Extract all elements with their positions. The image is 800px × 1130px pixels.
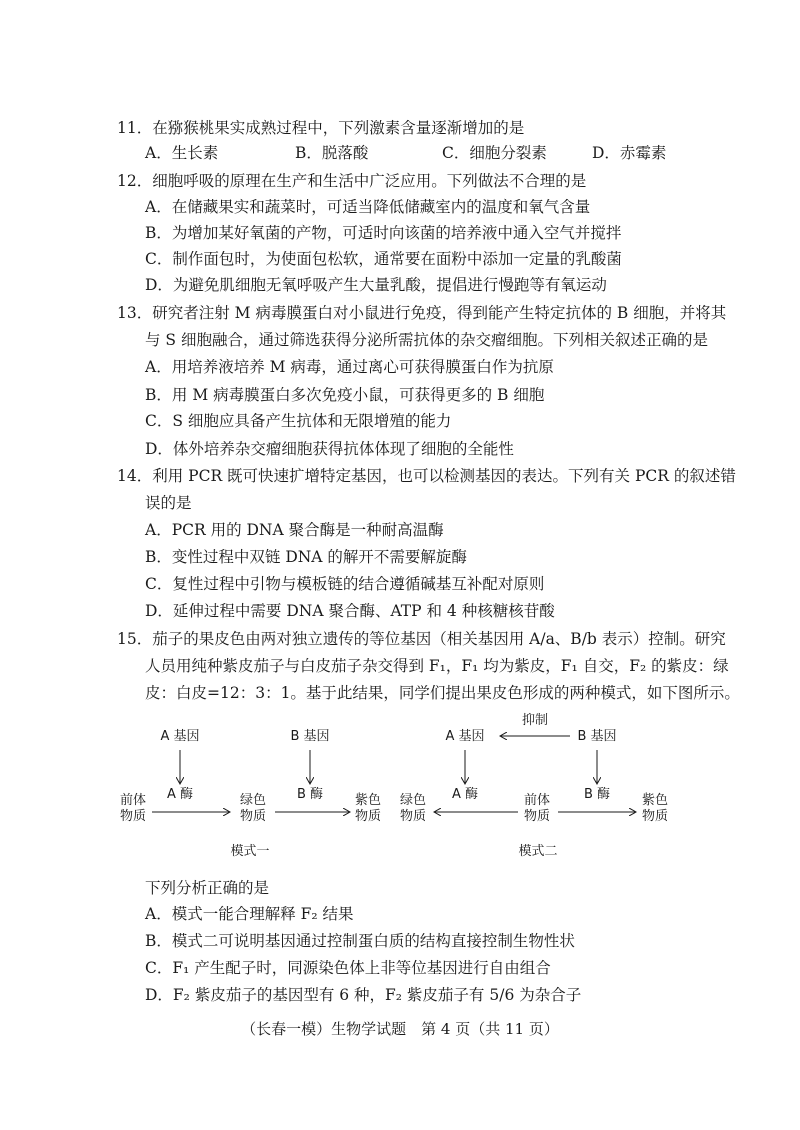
- q11-option-c: C．细胞分裂素: [442, 144, 547, 162]
- q15-stem-line-1: 15．茄子的果皮色由两对独立遗传的等位基因（相关基因用 A/a、B/b 表示）控制。研究: [117, 630, 726, 648]
- mode2-gene-a: A 基因: [445, 729, 485, 744]
- q15-stem-line-3: 皮：白皮=12：3：1。基于此结果，同学们提出果皮色形成的两种模式，如下图所示。: [145, 684, 740, 702]
- mode2-green-line1: 绿色: [399, 793, 427, 808]
- q15-option-a: A．模式一能合理解释 F₂ 结果: [145, 905, 354, 923]
- mode1-purple-line2: 物质: [354, 809, 382, 824]
- pathway-diagram: [100, 712, 700, 862]
- q15-prompt: 下列分析正确的是: [145, 879, 270, 897]
- q15-stem-line-2: 人员用纯种紫皮茄子与白皮茄子杂交得到 F₁，F₁ 均为紫皮，F₁ 自交，F₂ 的紫皮：绿: [145, 657, 729, 675]
- q15-option-c: C．F₁ 产生配子时，同源染色体上非等位基因进行自由组合: [145, 959, 551, 977]
- q12-stem: 12．细胞呼吸的原理在生产和生活中广泛应用。下列做法不合理的是: [117, 172, 587, 190]
- q11-option-a: A．生长素: [145, 144, 219, 162]
- q12-option-c: C．制作面包时，为使面包松软，通常要在面粉中添加一定量的乳酸菌: [145, 250, 622, 268]
- mode2-purple-line1: 紫色: [641, 793, 669, 808]
- mode1-enzyme-a: A 酶: [166, 787, 194, 802]
- mode2-gene-b: B 基因: [577, 729, 617, 744]
- mode2-enzyme-a: A 酶: [451, 787, 479, 802]
- q15-option-b: B．模式二可说明基因通过控制蛋白质的结构直接控制生物性状: [145, 932, 575, 950]
- q13-option-d: D．体外培养杂交瘤细胞获得抗体体现了细胞的全能性: [145, 440, 514, 458]
- q13-option-a: A．用培养液培养 M 病毒，通过离心可获得膜蛋白作为抗原: [145, 358, 554, 376]
- q12-option-d: D．为避免肌细胞无氧呼吸产生大量乳酸，提倡进行慢跑等有氧运动: [145, 276, 607, 294]
- q13-option-c: C．S 细胞应具备产生抗体和无限增殖的能力: [145, 412, 452, 430]
- q11-option-b: B．脱落酸: [295, 144, 369, 162]
- mode1-green-line2: 物质: [239, 809, 267, 824]
- mode2-caption: 模式二: [518, 844, 558, 859]
- mode1-purple-line1: 紫色: [354, 793, 382, 808]
- mode1-gene-b: B 基因: [290, 729, 330, 744]
- mode2-precursor-line1: 前体: [523, 793, 551, 808]
- q14-option-a: A．PCR 用的 DNA 聚合酶是一种耐高温酶: [145, 521, 444, 539]
- mode1-green-line1: 绿色: [239, 793, 267, 808]
- q14-stem-line-2: 误的是: [145, 494, 192, 512]
- mode1-precursor-line1: 前体: [119, 793, 147, 808]
- mode2-inhibit-label: 抑制: [521, 713, 549, 728]
- page-footer: （长春一模）生物学试题 第 4 页（共 11 页）: [241, 1020, 559, 1038]
- q13-stem-line-2: 与 S 细胞融合，通过筛选获得分泌所需抗体的杂交瘤细胞。下列相关叙述正确的是: [145, 331, 708, 349]
- q15-option-d: D．F₂ 紫皮茄子的基因型有 6 种，F₂ 紫皮茄子有 5/6 为杂合子: [145, 986, 582, 1004]
- q14-stem-line-1: 14．利用 PCR 既可快速扩增特定基因，也可以检测基因的表达。下列有关 PCR 的叙述错: [117, 467, 736, 485]
- mode1-gene-a: A 基因: [160, 729, 200, 744]
- mode2-purple-line2: 物质: [641, 809, 669, 824]
- q11-option-d: D．赤霉素: [592, 144, 667, 162]
- mode2-enzyme-b: B 酶: [583, 787, 611, 802]
- q12-option-a: A．在储藏果实和蔬菜时，可适当降低储藏室内的温度和氧气含量: [145, 198, 591, 216]
- q13-stem-line-1: 13．研究者注射 M 病毒膜蛋白对小鼠进行免疫，得到能产生特定抗体的 B 细胞，并将其: [117, 304, 727, 322]
- mode1-enzyme-b: B 酶: [296, 787, 324, 802]
- mode2-green-line2: 物质: [399, 809, 427, 824]
- mode1-caption: 模式一: [230, 844, 270, 859]
- mode1-precursor-line2: 物质: [119, 809, 147, 824]
- q11-stem: 11．在猕猴桃果实成熟过程中，下列激素含量逐渐增加的是: [117, 119, 525, 137]
- q14-option-c: C．复性过程中引物与模板链的结合遵循碱基互补配对原则: [145, 575, 545, 593]
- mode2-precursor-line2: 物质: [523, 809, 551, 824]
- q12-option-b: B．为增加某好氧菌的产物，可适时向该菌的培养液中通入空气并搅拌: [145, 224, 622, 242]
- q14-option-b: B．变性过程中双链 DNA 的解开不需要解旋酶: [145, 548, 467, 566]
- q13-option-b: B．用 M 病毒膜蛋白多次免疫小鼠，可获得更多的 B 细胞: [145, 386, 545, 404]
- q14-option-d: D．延伸过程中需要 DNA 聚合酶、ATP 和 4 种核糖核苷酸: [145, 602, 555, 620]
